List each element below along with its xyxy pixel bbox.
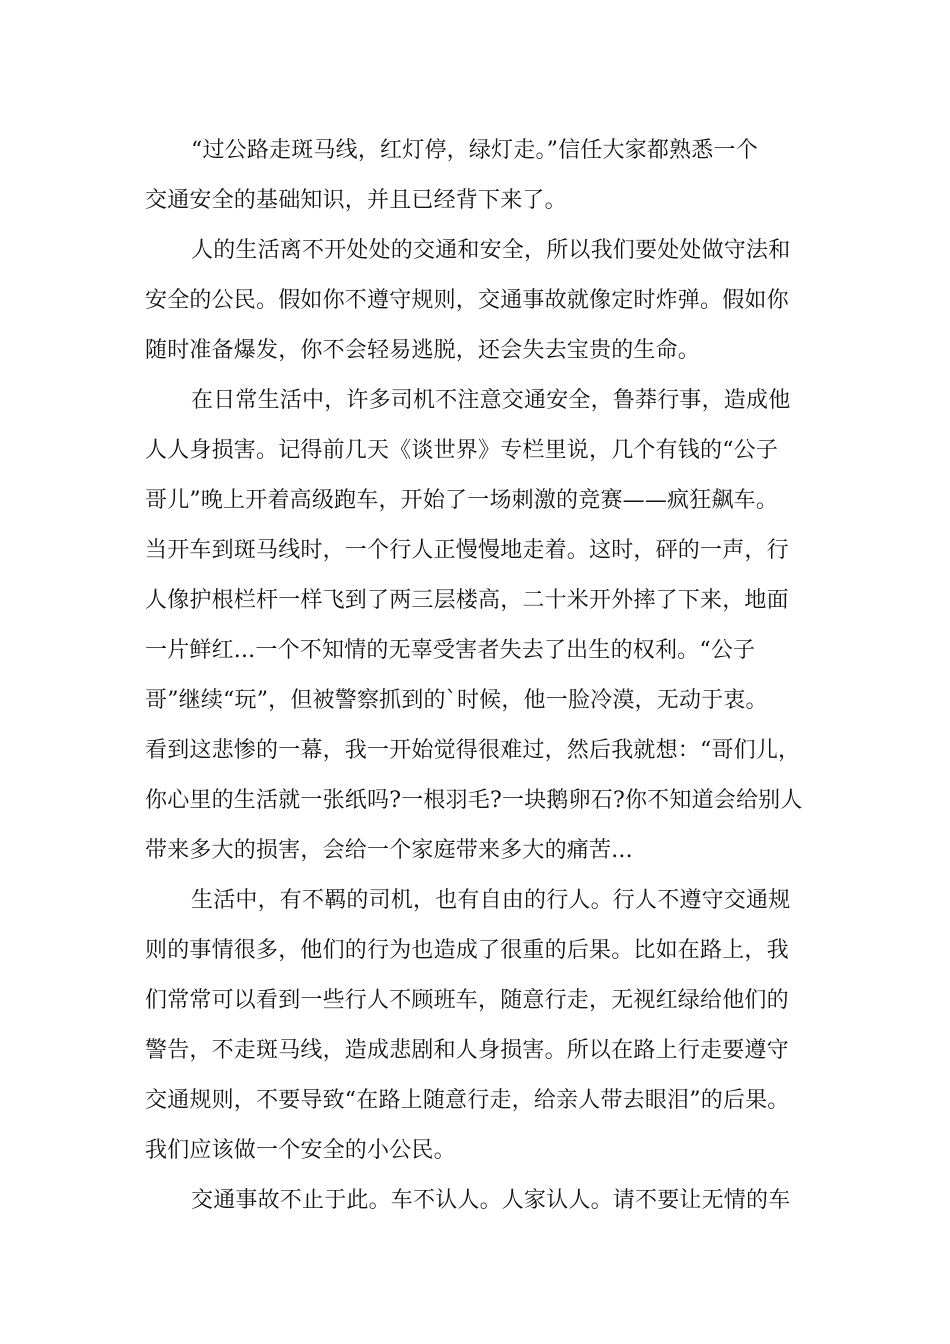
paragraph-line: 一片鲜红...一个不知情的无辜受害者失去了出生的权利。“公子 bbox=[145, 638, 756, 663]
paragraph-line: 随时准备爆发，你不会轻易逃脱，还会失去宝贵的生命。 bbox=[145, 338, 701, 363]
paragraph-first-line: 生活中，有不羁的司机，也有自由的行人。行人不遵守交通规 bbox=[191, 888, 791, 913]
paragraph-line: 警告，不走斑马线，造成悲剧和人身损害。所以在路上行走要遵守 bbox=[145, 1038, 789, 1063]
paragraph-line: 安全的公民。假如你不遵守规则，交通事故就像定时炸弹。假如你 bbox=[145, 288, 789, 313]
body-text bbox=[145, 126, 825, 1226]
paragraph-first-line: “过公路走斑马线，红灯停，绿灯走。”信任大家都熟悉一个 bbox=[191, 138, 758, 163]
paragraph-line: 哥儿”晚上开着高级跑车，开始了一场刺激的竞赛——疯狂飙车。 bbox=[145, 488, 779, 513]
paragraph-line: 则的事情很多，他们的行为也造成了很重的后果。比如在路上，我 bbox=[145, 938, 789, 963]
paragraph-line: 人像护根栏杆一样飞到了两三层楼高，二十米开外摔了下来，地面 bbox=[145, 588, 789, 613]
paragraph-first-line: 人的生活离不开处处的交通和安全，所以我们要处处做守法和 bbox=[191, 238, 791, 263]
paragraph-line: 们常常可以看到一些行人不顾班车，随意行走，无视红绿给他们的 bbox=[145, 988, 789, 1013]
paragraph-line: 你心里的生活就一张纸吗?一根羽毛?一块鹅卵石?你不知道会给别人 bbox=[145, 788, 803, 813]
paragraph-line: 看到这悲惨的一幕，我一开始觉得很难过，然后我就想：“哥们儿， bbox=[145, 738, 801, 763]
paragraph-line: 我们应该做一个安全的小公民。 bbox=[145, 1138, 456, 1163]
paragraph-line: 人人身损害。记得前几天《谈世界》专栏里说，几个有钱的“公子 bbox=[145, 438, 779, 463]
paragraph-line: 当开车到斑马线时，一个行人正慢慢地走着。这时，砰的一声，行 bbox=[145, 538, 789, 563]
paragraph-line: 交通规则，不要导致“在路上随意行走，给亲人带去眼泪”的后果。 bbox=[145, 1088, 790, 1113]
paragraph-line: 带来多大的损害，会给一个家庭带来多大的痛苦... bbox=[145, 838, 633, 863]
paragraph-first-line: 在日常生活中，许多司机不注意交通安全，鲁莽行事，造成他 bbox=[191, 388, 791, 413]
paragraph-line: 交通安全的基础知识，并且已经背下来了。 bbox=[145, 188, 567, 213]
paragraph-line: 哥”继续“玩”，但被警察抓到的`时候，他一脸冷漠，无动于衷。 bbox=[145, 688, 768, 713]
paragraph-first-line: 交通事故不止于此。车不认人。人家认人。请不要让无情的车 bbox=[191, 1188, 791, 1213]
